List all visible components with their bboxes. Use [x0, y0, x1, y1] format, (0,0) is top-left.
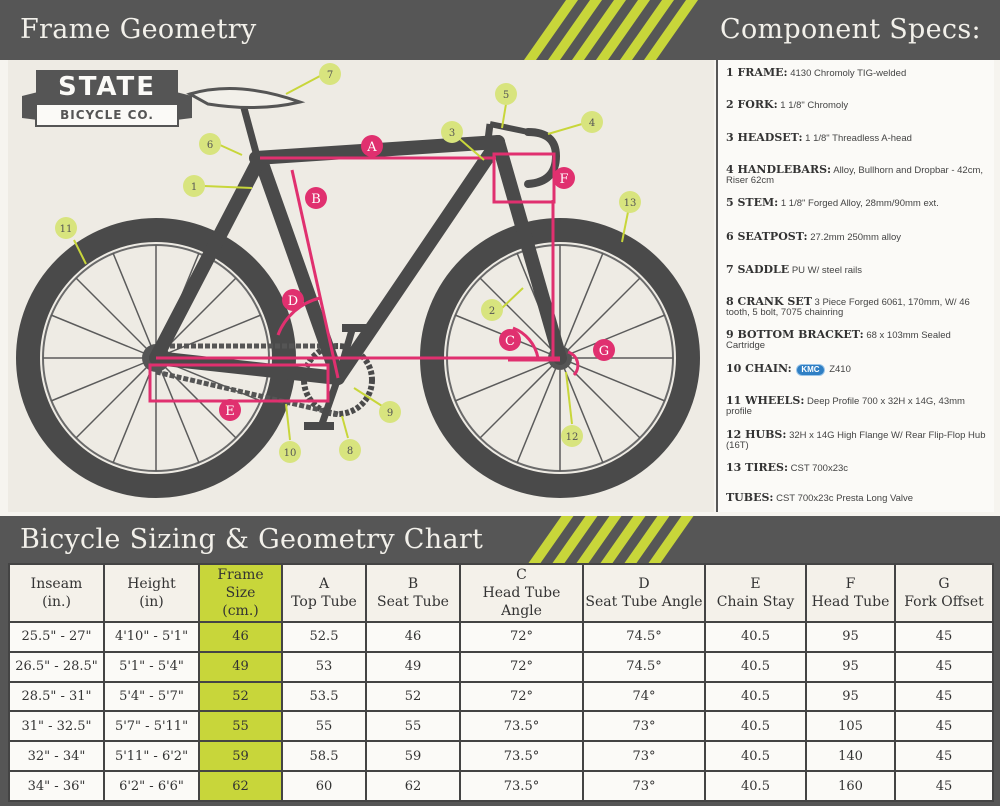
seatpost: [244, 108, 258, 160]
table-cell: 32" - 34": [9, 741, 104, 771]
top-header-band: [0, 0, 1000, 60]
table-cell: 5'1" - 5'4": [104, 652, 199, 682]
svg-text:10: 10: [283, 448, 297, 459]
svg-text:11: 11: [59, 224, 73, 235]
logo-state-text: STATE: [57, 72, 157, 102]
table-cell: 4'10" - 5'1": [104, 622, 199, 652]
table-row: [9, 622, 993, 652]
marker-f: [553, 167, 575, 189]
table-row: [9, 771, 993, 801]
spec-chain: 10 CHAIN: KMC Z410: [726, 362, 851, 375]
sizing-table-wrap: [8, 563, 992, 802]
table-cell: 72°: [460, 622, 583, 652]
spec-saddle: 7 SADDLE PU W/ steel rails: [726, 263, 863, 276]
table-cell: 73.5°: [460, 711, 583, 741]
table-cell: 45: [895, 652, 993, 682]
svg-text:6: 6: [206, 140, 214, 151]
col-header-chain-stay: E Chain Stay: [705, 564, 806, 622]
component-specs-title: Component Specs:: [720, 14, 981, 45]
svg-text:B: B: [311, 192, 321, 207]
marker-d: [282, 289, 304, 311]
marker-e: [219, 399, 241, 421]
spec-fork: 2 FORK: 1 1/8" Chromoly: [726, 98, 849, 111]
col-header-head-tube: F Head Tube: [806, 564, 895, 622]
spec-crank-set: 8 CRANK SET 3 Piece Forged 6061, 170mm, W/ 46 tooth, 5 bolt, 7075 chainring: [726, 295, 970, 318]
spec-hubs: 12 HUBS: 32H x 14G High Flange W/ Rear Flip-Flop Hub (16T): [726, 428, 986, 451]
table-cell: 73.5°: [460, 771, 583, 801]
table-cell: 52: [199, 682, 282, 712]
table-cell: 55: [199, 711, 282, 741]
table-cell: 28.5" - 31": [9, 682, 104, 712]
table-cell: 59: [366, 741, 460, 771]
chart-band-stripes-decoration: [525, 516, 685, 563]
table-cell: 52.5: [282, 622, 366, 652]
table-cell: 40.5: [705, 771, 806, 801]
sizing-chart-band: [0, 516, 1000, 563]
table-cell: 34" - 36": [9, 771, 104, 801]
sizing-chart-title: Bicycle Sizing & Geometry Chart: [20, 524, 484, 555]
table-cell: 46: [366, 622, 460, 652]
col-header-fork-offset: G Fork Offset: [895, 564, 993, 622]
table-cell: 25.5" - 27": [9, 622, 104, 652]
table-cell: 73.5°: [460, 741, 583, 771]
svg-text:E: E: [225, 404, 235, 419]
col-header-inseam: Inseam (in.): [9, 564, 104, 622]
svg-text:F: F: [559, 172, 569, 187]
table-row: [9, 682, 993, 712]
table-row: [9, 652, 993, 682]
spec-frame: 1 FRAME: 4130 Chromoly TIG-welded: [726, 66, 907, 79]
table-cell: 5'4" - 5'7": [104, 682, 199, 712]
table-cell: 40.5: [705, 682, 806, 712]
marker-a: [361, 135, 383, 157]
table-cell: 45: [895, 622, 993, 652]
svg-text:7: 7: [326, 70, 334, 81]
col-header-top-tube: A Top Tube: [282, 564, 366, 622]
table-cell: 46: [199, 622, 282, 652]
callout-5: [495, 83, 517, 128]
spec-tires: 13 TIRES: CST 700x23c: [726, 461, 849, 474]
table-cell: 49: [199, 652, 282, 682]
table-cell: 95: [806, 652, 895, 682]
table-cell: 6'2" - 6'6": [104, 771, 199, 801]
col-header-seat-tube: B Seat Tube: [366, 564, 460, 622]
table-cell: 95: [806, 682, 895, 712]
spec-handlebars: 4 HANDLEBARS: Alloy, Bullhorn and Dropbar - 42cm, Riser 62cm: [726, 163, 984, 186]
marker-b: [305, 187, 327, 209]
handlebar: [528, 132, 556, 184]
table-cell: 95: [806, 622, 895, 652]
svg-text:5: 5: [502, 90, 510, 101]
col-header-head-tube-angle: C Head Tube Angle: [460, 564, 583, 622]
table-cell: 72°: [460, 682, 583, 712]
callout-6: [199, 133, 242, 155]
table-cell: 73°: [583, 711, 705, 741]
logo-bicycle-co-text: BICYCLE CO.: [60, 108, 154, 122]
table-cell: 74°: [583, 682, 705, 712]
table-row: [9, 741, 993, 771]
spec-wheels: 11 WHEELS: Deep Profile 700 x 32H x 14G, 43mm profile: [726, 394, 965, 417]
table-cell: 52: [366, 682, 460, 712]
table-cell: 55: [366, 711, 460, 741]
saddle: [190, 89, 300, 108]
col-header-seat-tube-angle: D Seat Tube Angle: [583, 564, 705, 622]
table-row: [9, 711, 993, 741]
frame-geometry-title: Frame Geometry: [20, 14, 257, 45]
spec-bottom-bracket: 9 BOTTOM BRACKET: 68 x 103mm Sealed Cartridge: [726, 328, 951, 351]
svg-text:C: C: [505, 334, 515, 349]
spec-headset: 3 HEADSET: 1 1/8" Threadless A-head: [726, 131, 912, 144]
svg-text:8: 8: [346, 446, 354, 457]
table-cell: 105: [806, 711, 895, 741]
kmc-logo: KMC: [796, 364, 824, 376]
table-cell: 40.5: [705, 652, 806, 682]
table-cell: 40.5: [705, 711, 806, 741]
spec-seatpost: 6 SEATPOST: 27.2mm 250mm alloy: [726, 230, 902, 243]
callout-9: [354, 388, 401, 423]
col-header-height: Height (in): [104, 564, 199, 622]
table-cell: 49: [366, 652, 460, 682]
table-cell: 160: [806, 771, 895, 801]
table-cell: 73°: [583, 741, 705, 771]
table-cell: 53: [282, 652, 366, 682]
svg-text:G: G: [598, 344, 610, 359]
table-cell: 72°: [460, 652, 583, 682]
callout-8: [339, 416, 361, 461]
col-header-frame-size: Frame Size (cm.): [199, 564, 282, 622]
svg-text:A: A: [367, 140, 377, 155]
table-cell: 53.5: [282, 682, 366, 712]
table-cell: 60: [282, 771, 366, 801]
svg-text:13: 13: [623, 198, 637, 209]
table-cell: 140: [806, 741, 895, 771]
spec-tubes: TUBES: CST 700x23c Presta Long Valve: [726, 491, 914, 504]
svg-text:D: D: [287, 294, 299, 309]
svg-text:2: 2: [488, 306, 496, 317]
spec-stem: 5 STEM: 1 1/8" Forged Alloy, 28mm/90mm ext.: [726, 196, 939, 209]
table-cell: 5'11" - 6'2": [104, 741, 199, 771]
table-cell: 40.5: [705, 741, 806, 771]
callout-4: [548, 111, 603, 134]
table-cell: 5'7" - 5'11": [104, 711, 199, 741]
callout-2: [481, 288, 523, 321]
table-cell: 45: [895, 682, 993, 712]
bicycle-illustration: [8, 60, 714, 512]
svg-text:3: 3: [448, 128, 456, 139]
table-cell: 31" - 32.5": [9, 711, 104, 741]
svg-text:4: 4: [588, 118, 596, 129]
marker-g: [593, 339, 615, 361]
component-specs-panel: [716, 60, 994, 512]
table-cell: 58.5: [282, 741, 366, 771]
table-cell: 45: [895, 711, 993, 741]
table-cell: 59: [199, 741, 282, 771]
table-cell: 74.5°: [583, 652, 705, 682]
sizing-geometry-table: [8, 563, 994, 802]
table-header-row: [9, 564, 993, 622]
svg-text:9: 9: [386, 408, 394, 419]
table-cell: 74.5°: [583, 622, 705, 652]
table-cell: 45: [895, 741, 993, 771]
svg-text:12: 12: [565, 432, 579, 443]
table-cell: 62: [199, 771, 282, 801]
table-cell: 55: [282, 711, 366, 741]
table-cell: 26.5" - 28.5": [9, 652, 104, 682]
callout-7: [286, 63, 341, 94]
header-stripes-decoration: [525, 0, 685, 60]
pedal: [304, 422, 334, 430]
table-cell: 40.5: [705, 622, 806, 652]
svg-text:1: 1: [190, 182, 198, 193]
callout-12: [561, 372, 583, 447]
table-cell: 62: [366, 771, 460, 801]
table-cell: 73°: [583, 771, 705, 801]
marker-c: [499, 329, 521, 351]
bicycle-diagram-panel: [8, 60, 714, 512]
table-cell: 45: [895, 771, 993, 801]
